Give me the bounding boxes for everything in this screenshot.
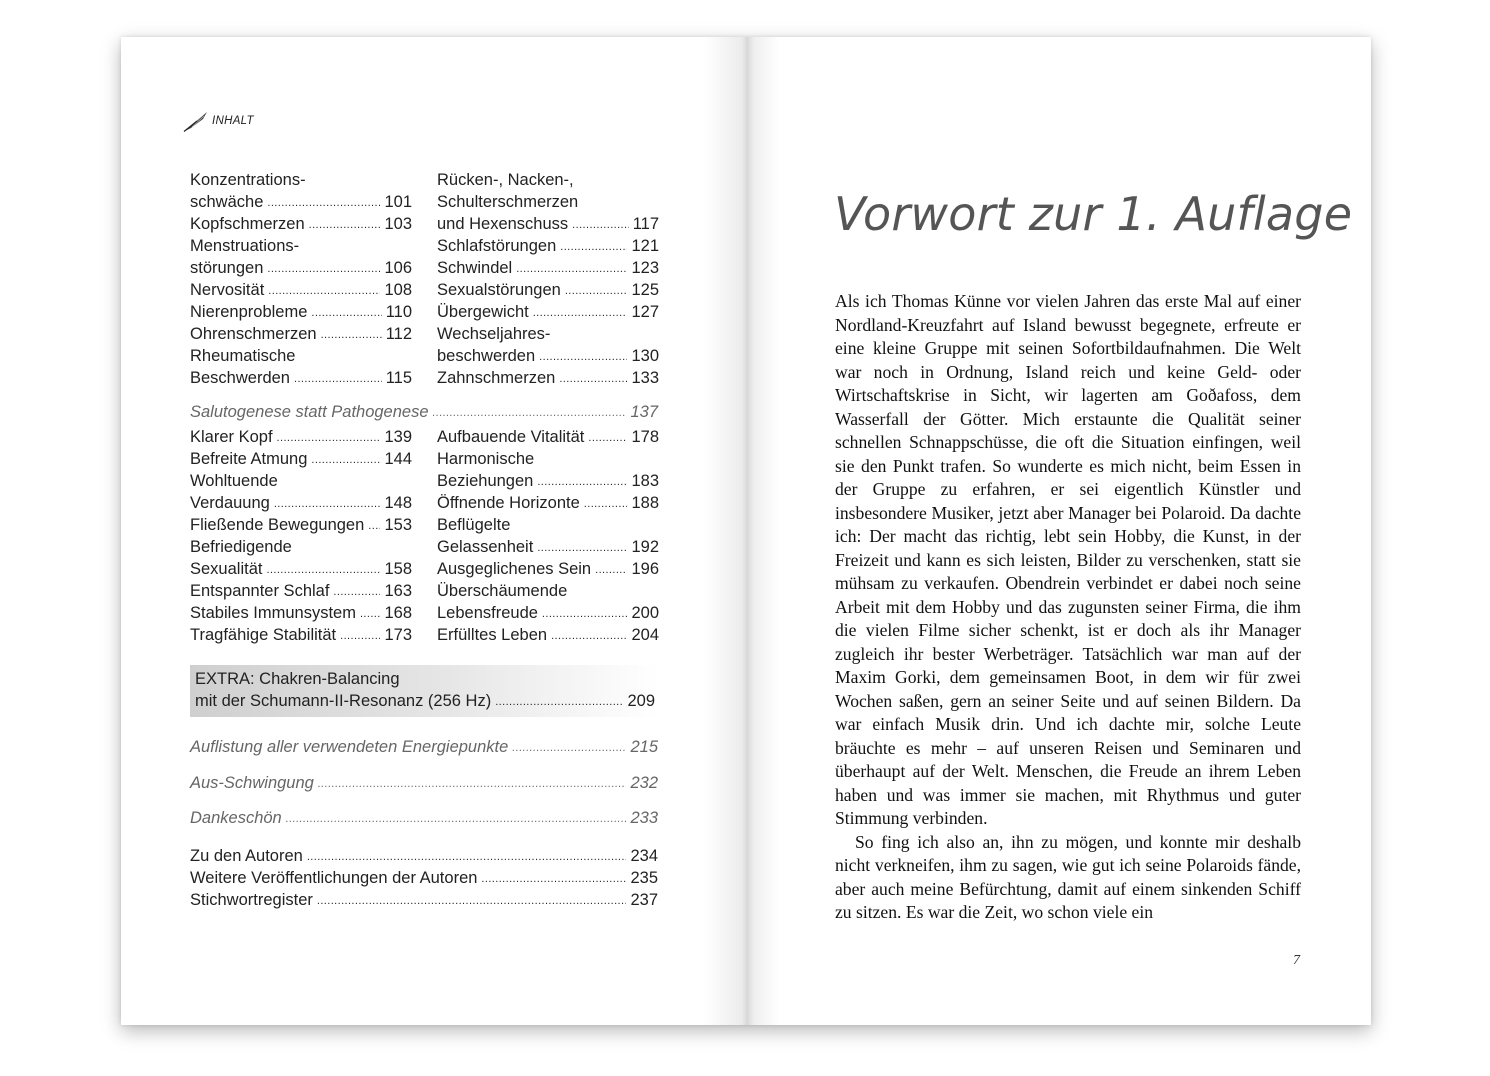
toc-dot-leader [333, 580, 380, 602]
toc-entry-title: Verdauung [190, 494, 270, 512]
toc-column-1 [190, 169, 412, 389]
toc-entry-title: Befriedigende [190, 538, 292, 556]
toc-dot-leader [516, 257, 627, 279]
toc-dot-leader [274, 492, 381, 514]
extra-line-1: EXTRA: Chakren-Balancing [195, 670, 400, 688]
toc-dot-leader [294, 367, 382, 389]
toc-entry[interactable] [190, 514, 412, 536]
toc-entry[interactable] [190, 624, 412, 646]
toc-entry-title: Klarer Kopf [190, 428, 273, 446]
toc-dot-leader [311, 301, 381, 323]
paragraph: So fing ich also an, ihn zu mögen, und konnte mir deshalb nicht verkneifen, ihm zu sagen, wie gut ich seine Polaroids fände, aber auch meine Befürchtung, damit auf einem sinkenden Schiff zu sitzen. Es war die Zeit, wo schon viele ein [835, 831, 1301, 922]
toc-entry-title: beschwerden [437, 347, 536, 365]
right-page-preface [748, 37, 1371, 1025]
toc-entry-title: Aufbauende Vitalität [437, 428, 585, 446]
toc-entry-title: Sexualstörungen [437, 281, 561, 299]
toc-entry-page: 103 [384, 215, 412, 233]
toc-entry[interactable] [190, 191, 412, 213]
toc-dot-leader [572, 213, 629, 235]
toc-entry-title: Ausgeglichenes Sein [437, 560, 592, 578]
toc-entry-page: 106 [384, 259, 412, 277]
toc-entry-title: Zu den Autoren [190, 847, 303, 865]
toc-dot-leader [267, 191, 380, 213]
preface-body [835, 290, 1301, 925]
toc-entry-page: 204 [631, 626, 659, 644]
toc-entry-page: 196 [631, 560, 659, 578]
toc-entry [437, 169, 659, 191]
toc-entry-page: 188 [631, 494, 659, 512]
toc-entry-page: 125 [631, 281, 659, 299]
toc-entry[interactable] [190, 257, 412, 279]
toc-entry-page: 117 [632, 215, 659, 233]
toc-entry-page: 158 [384, 560, 412, 578]
toc-dot-leader [559, 367, 627, 389]
toc-extra-box[interactable] [190, 665, 658, 717]
toc-entry[interactable] [437, 624, 659, 646]
toc-entry[interactable] [437, 279, 659, 301]
toc-entry[interactable] [190, 602, 412, 624]
toc-entry-page: 232 [630, 774, 658, 792]
toc-entry-page: 115 [385, 369, 412, 387]
toc-entry-title: und Hexenschuss [437, 215, 569, 233]
toc-entry-title: Salutogenese statt Pathogenese [190, 403, 429, 421]
toc-dot-leader [318, 772, 627, 794]
toc-entry-page: 133 [631, 369, 659, 387]
toc-entry-title: Dankeschön [190, 809, 282, 827]
toc-entry-title: Beflügelte [437, 516, 511, 534]
toc-entry-title: Harmonische [437, 450, 535, 468]
toc-entry-title: Befreite Atmung [190, 450, 308, 468]
toc-dot-leader [267, 257, 380, 279]
toc-entry-title: Wechseljahres- [437, 325, 551, 343]
toc-entry-title: Lebensfreude [437, 604, 538, 622]
toc-entry[interactable] [190, 301, 412, 323]
toc-dot-leader [360, 602, 381, 624]
toc-dot-leader [512, 736, 626, 758]
toc-dot-leader [286, 807, 627, 829]
toc-entry-page: 163 [384, 582, 412, 600]
toc-dot-leader [307, 845, 627, 867]
chapter-title: Vorwort zur 1. Auflage [834, 187, 1353, 241]
toc-entry-title: Beziehungen [437, 472, 534, 490]
toc-entry-page: 144 [384, 450, 412, 468]
toc-entry-page: 200 [631, 604, 659, 622]
toc-entry [190, 470, 412, 492]
toc-entry-title: Tragfähige Stabilität [190, 626, 337, 644]
toc-dot-leader [537, 536, 627, 558]
toc-column-4 [437, 426, 659, 646]
toc-entry [437, 580, 659, 602]
toc-entry-title: Rücken-, Nacken-, [437, 171, 574, 189]
toc-entry-page: 127 [631, 303, 659, 321]
toc-entry[interactable] [190, 492, 412, 514]
toc-entry-page: 123 [631, 259, 659, 277]
toc-dot-leader [539, 345, 627, 367]
toc-entry[interactable] [437, 235, 659, 257]
toc-dot-leader [560, 235, 627, 257]
toc-entry [190, 536, 412, 558]
toc-dot-leader [368, 514, 380, 536]
toc-dot-leader [433, 401, 627, 423]
toc-entry-page: 173 [384, 626, 412, 644]
toc-entry-title: Öffnende Horizonte [437, 494, 580, 512]
toc-entry-title: Schwindel [437, 259, 513, 277]
toc-entry-title: Überschäumende [437, 582, 568, 600]
toc-entry-page: 121 [631, 237, 659, 255]
toc-column-2 [437, 169, 659, 389]
toc-entry [437, 514, 659, 536]
toc-dot-leader [321, 323, 382, 345]
toc-section-dankeschoen[interactable] [190, 807, 658, 829]
toc-section-energiepunkte[interactable] [190, 736, 658, 758]
toc-dot-leader [537, 470, 627, 492]
toc-entry[interactable] [437, 536, 659, 558]
toc-entry-title: Rheumatische [190, 347, 296, 365]
left-page-contents [121, 37, 748, 1025]
toc-entry-title: Menstruations- [190, 237, 300, 255]
toc-entry-title: Weitere Veröffentlichungen der Autoren [190, 869, 478, 887]
toc-entry[interactable] [190, 367, 412, 389]
toc-entry[interactable] [437, 367, 659, 389]
toc-entry-page: 237 [630, 891, 658, 909]
toc-entry[interactable] [190, 279, 412, 301]
toc-entry-title: Nervosität [190, 281, 265, 299]
toc-entry [437, 448, 659, 470]
toc-entry-title: Schlafstörungen [437, 237, 557, 255]
toc-dot-leader [588, 426, 627, 448]
toc-dot-leader [584, 492, 628, 514]
toc-entry[interactable] [190, 213, 412, 235]
toc-entry-title: Sexualität [190, 560, 263, 578]
toc-entry-title: Nierenprobleme [190, 303, 308, 321]
toc-section-aus-schwingung[interactable] [190, 772, 658, 794]
toc-entry[interactable] [437, 602, 659, 624]
toc-entry [437, 191, 659, 213]
toc-dot-leader [309, 213, 381, 235]
toc-entry[interactable] [190, 867, 658, 889]
toc-dot-leader [551, 624, 627, 646]
toc-column-3 [190, 426, 412, 646]
toc-entry-title: Ohrenschmerzen [190, 325, 317, 343]
toc-entry-title: Übergewicht [437, 303, 529, 321]
toc-dot-leader [481, 867, 626, 889]
toc-entry [437, 323, 659, 345]
toc-entry[interactable] [437, 492, 659, 514]
toc-dot-leader [277, 426, 381, 448]
toc-entry-page: 234 [630, 847, 658, 865]
toc-entry[interactable] [190, 580, 412, 602]
toc-entry-page: 108 [384, 281, 412, 299]
toc-entry-page: 101 [384, 193, 412, 211]
toc-dot-leader [317, 889, 627, 911]
toc-entry-title: Aus-Schwingung [190, 774, 314, 792]
toc-dot-leader [533, 301, 628, 323]
toc-entry-title: Beschwerden [190, 369, 290, 387]
toc-entry[interactable] [437, 470, 659, 492]
toc-dot-leader [266, 558, 380, 580]
toc-entry[interactable] [437, 213, 659, 235]
toc-entry[interactable] [190, 889, 658, 911]
toc-entry-title: störungen [190, 259, 264, 277]
toc-entry [190, 169, 412, 191]
toc-entry[interactable] [437, 301, 659, 323]
toc-entry-page: 183 [631, 472, 659, 490]
book-spread [121, 37, 1371, 1025]
toc-entry-page: 130 [631, 347, 659, 365]
toc-entry-page: 235 [630, 869, 658, 887]
toc-entry[interactable] [437, 558, 659, 580]
toc-entry-title: Entspannter Schlaf [190, 582, 330, 600]
toc-entry [190, 235, 412, 257]
toc-entry-title: Zahnschmerzen [437, 369, 556, 387]
toc-entry-page: 233 [630, 809, 658, 827]
toc-entry-title: Konzentrations- [190, 171, 306, 189]
toc-entry-title: Gelassenheit [437, 538, 534, 556]
toc-dot-leader [495, 690, 623, 712]
toc-entry-page: 215 [630, 738, 658, 756]
paragraph: Als ich Thomas Künne vor vielen Jahren das erste Mal auf einer Nordland-Kreuzfahrt auf Island bewusst begegnete, erfreute er eine kleine Gruppe mit seinen Sofortbildaufnahmen. Die Welt war noch in Ordnung, Island reich und keine Geld- oder Wirtschaftskrise in Sicht, wir lagerten am Goðafoss, dem Wasserfall der Götter. Mich erstaunte die Qualität seiner schnellen Schnappschüsse, die oft die Situation einfingen, weil sie den Punkt trafen. So wunderte es mich nicht, beim Essen in der Gruppe zu erfahren, er sei eigentlich Künstler und insbesondere Musiker, jetzt aber Manager bei Polaroid. Da dachte ich: Der macht das richtig, lebt sein Hobby, die Kunst, in der Freizeit und kann es sich leisten, Bilder zu verschenken, statt sie mühsam zu verkaufen. Obendrein verbindet er dabei noch seine Arbeit mit dem Hobby und das zugunsten seiner Firma, die ihm die vielen Filme sicher schenkt, ist er doch als ihr Manager zugleich ihr bester Werbeträger. Tatsächlich war man auf der Maxim Gorki, dem gemeinsamen Boot, in dem wir für zwei Wochen saßen, gern an seiner Seite und auf seinen Bildern. Da war einfach Musik drin. Und ich dachte mir, solche Leute bräuchte es mehr – auf unseren Reisen und Seminaren und überhaupt auf der Welt. Menschen, die Freude an ihrem Leben haben und was immer sie machen, mit Rhythmus und guter Stimmung verbinden. [835, 291, 1301, 828]
page-header [183, 110, 254, 132]
extra-page: 209 [627, 692, 655, 710]
toc-entry-title: Stichwortregister [190, 891, 313, 909]
toc-entry-page: 137 [630, 403, 658, 421]
toc-entry[interactable] [190, 426, 412, 448]
toc-entry-title: Stabiles Immunsystem [190, 604, 356, 622]
toc-entry-title: Schulterschmerzen [437, 193, 579, 211]
toc-dot-leader [595, 558, 627, 580]
toc-entry-page: 110 [385, 303, 412, 321]
quill-icon [183, 110, 209, 132]
extra-line-2: mit der Schumann-II-Resonanz (256 Hz) [195, 692, 492, 710]
toc-entry-page: 178 [631, 428, 659, 446]
toc-entry[interactable] [190, 845, 658, 867]
toc-entry-title: Fließende Bewegungen [190, 516, 365, 534]
toc-entry-title: Erfülltes Leben [437, 626, 548, 644]
toc-entry-page: 168 [384, 604, 412, 622]
toc-entry-title: Wohltuende [190, 472, 278, 490]
toc-entry-page: 148 [384, 494, 412, 512]
toc-dot-leader [311, 448, 380, 470]
toc-appendix [190, 845, 658, 911]
toc-dot-leader [268, 279, 380, 301]
toc-entry[interactable] [437, 257, 659, 279]
toc-entry-title: Kopfschmerzen [190, 215, 305, 233]
header-label: INHALT [212, 115, 254, 127]
toc-entry[interactable] [437, 345, 659, 367]
toc-entry-page: 139 [384, 428, 412, 446]
toc-entry[interactable] [190, 323, 412, 345]
toc-entry[interactable] [190, 558, 412, 580]
toc-entry-title: Auflistung aller verwendeten Energiepunkte [190, 738, 509, 756]
page-number: 7 [1293, 953, 1300, 968]
toc-entry-page: 153 [384, 516, 412, 534]
toc-dot-leader [565, 279, 628, 301]
toc-entry[interactable] [437, 426, 659, 448]
toc-entry-title: schwäche [190, 193, 264, 211]
toc-section-salutogenese[interactable] [190, 401, 658, 423]
toc-entry [190, 345, 412, 367]
toc-entry[interactable] [190, 448, 412, 470]
toc-entry-page: 192 [631, 538, 659, 556]
toc-dot-leader [542, 602, 628, 624]
toc-dot-leader [340, 624, 380, 646]
toc-entry-page: 112 [385, 325, 412, 343]
